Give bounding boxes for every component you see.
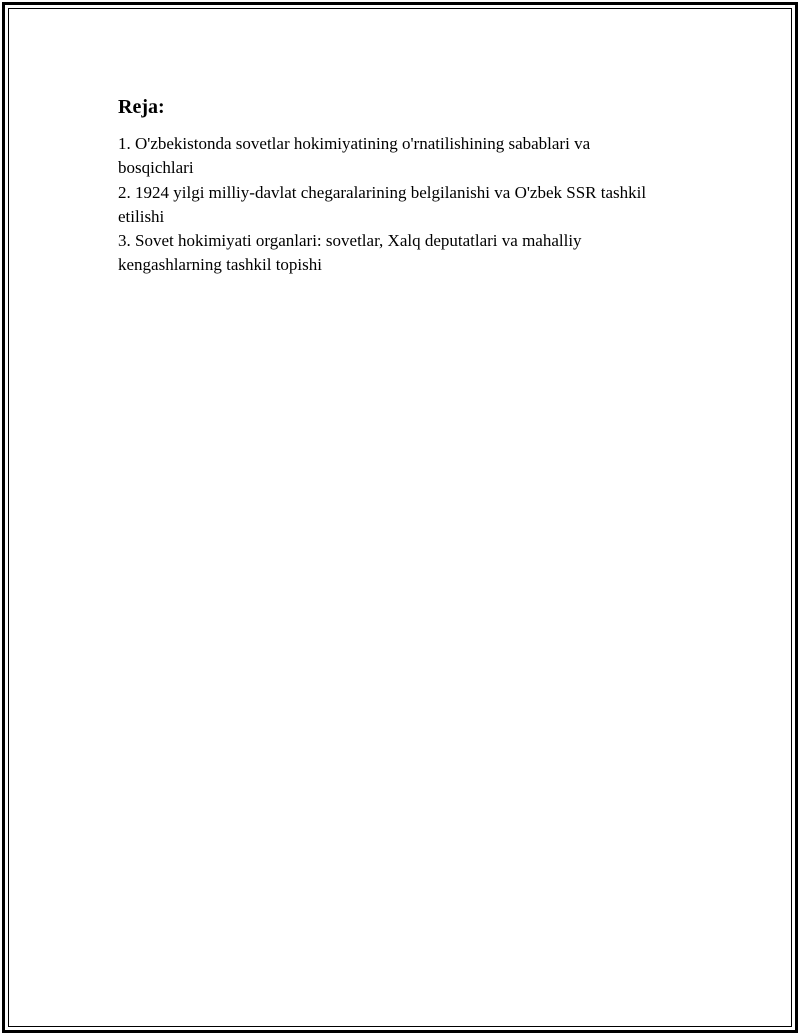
plan-item-1: 1. O'zbekistonda sovetlar hokimiyatining o'rnatilishining sabablari va bosqichlari: [118, 134, 591, 178]
plan-item-2: 2. 1924 yilgi milliy-davlat chegaralarining belgilanishi va O'zbek SSR tashkil etilishi: [118, 182, 647, 226]
plan-item-3: 3. Sovet hokimiyati organlari: sovetlar, Xalq deputatlari va mahalliy kengashlarning tashkil topishi: [118, 231, 582, 275]
plan-heading: Reja:: [118, 96, 165, 118]
document-content: [118, 94, 658, 278]
plan-list: [118, 132, 658, 278]
